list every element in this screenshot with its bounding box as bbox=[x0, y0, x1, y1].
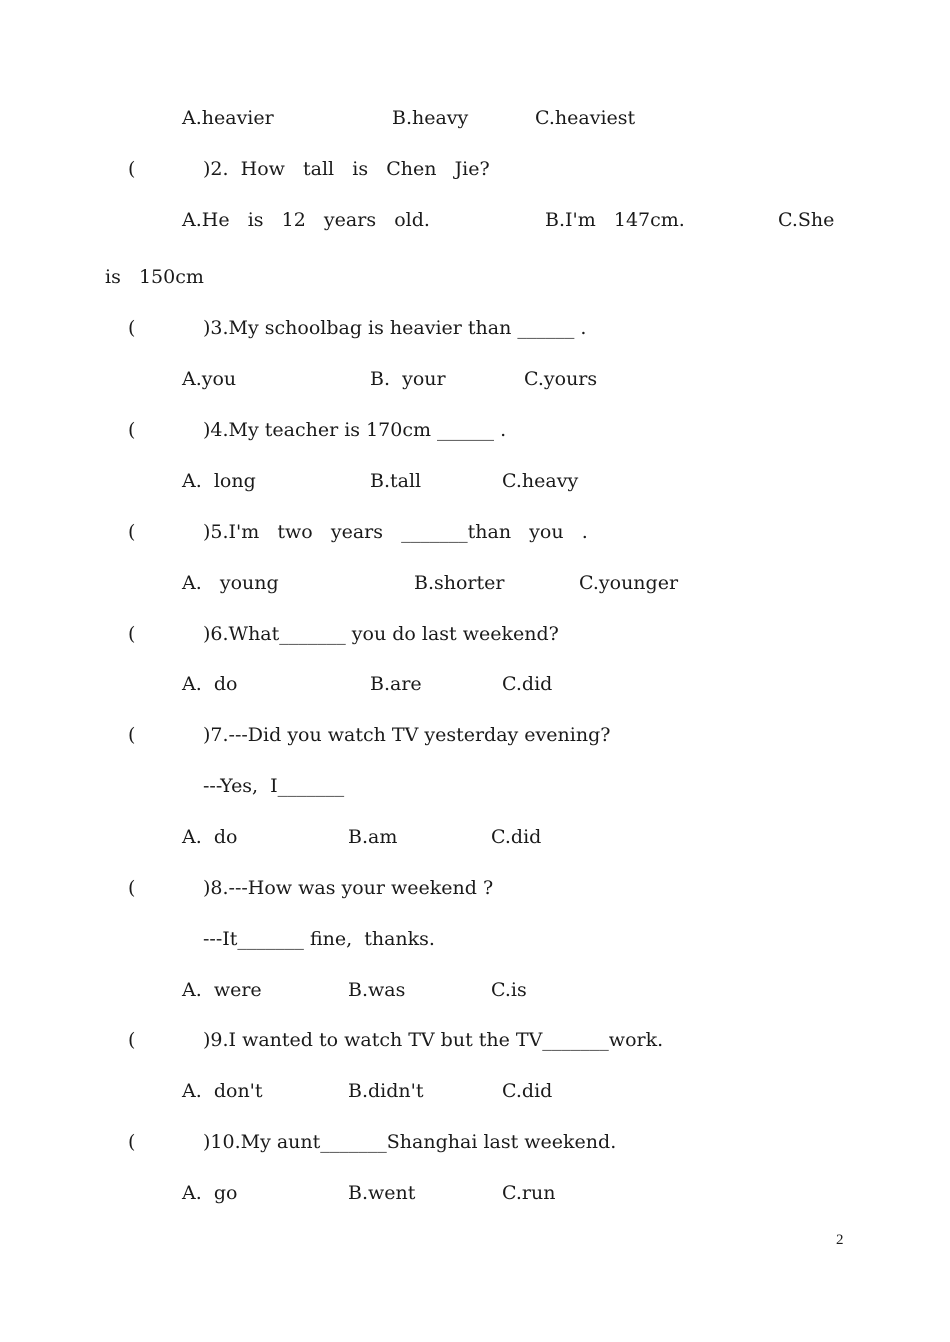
q1-option-c: C.heaviest bbox=[535, 107, 636, 129]
question-9 bbox=[0, 1028, 664, 1052]
q4-option-c: C.heavy bbox=[502, 470, 579, 492]
question-6-options bbox=[0, 672, 553, 696]
question-9-options bbox=[0, 1079, 553, 1103]
q4-answer-paren: ( bbox=[128, 419, 136, 441]
q6-answer-paren: ( bbox=[128, 623, 136, 645]
q2-option-a: A.He is 12 years old. bbox=[182, 209, 430, 231]
question-7-reply bbox=[0, 774, 345, 798]
q4-stem: )4.My teacher is 170cm ______ . bbox=[203, 419, 507, 441]
q8-option-b: B.was bbox=[348, 979, 406, 1001]
q1-option-a: A.heavier bbox=[182, 107, 274, 129]
question-5 bbox=[0, 520, 588, 544]
q4-option-b: B.tall bbox=[370, 470, 422, 492]
q9-option-c: C.did bbox=[502, 1080, 553, 1102]
q6-option-b: B.are bbox=[370, 673, 422, 695]
q3-answer-paren: ( bbox=[128, 317, 136, 339]
q7-option-b: B.am bbox=[348, 826, 398, 848]
q1-option-b: B.heavy bbox=[392, 107, 469, 129]
question-10-options bbox=[0, 1181, 556, 1205]
q8-option-c: C.is bbox=[491, 979, 527, 1001]
q2-answer-paren: ( bbox=[128, 158, 136, 180]
question-8-options bbox=[0, 978, 527, 1002]
q5-option-c: C.younger bbox=[579, 572, 679, 594]
q8-option-a: A. were bbox=[182, 979, 262, 1001]
question-2-options bbox=[0, 208, 835, 232]
q7-reply-text: ---Yes, I_______ bbox=[203, 775, 345, 797]
question-7-options bbox=[0, 825, 542, 849]
q6-option-a: A. do bbox=[182, 673, 238, 695]
q3-option-b: B. your bbox=[370, 368, 446, 390]
question-7 bbox=[0, 723, 611, 747]
q2-option-c: C.She bbox=[778, 209, 835, 231]
q6-option-c: C.did bbox=[502, 673, 553, 695]
q10-answer-paren: ( bbox=[128, 1131, 136, 1153]
q9-option-a: A. don't bbox=[182, 1080, 263, 1102]
q4-option-a: A. long bbox=[182, 470, 256, 492]
q3-option-a: A.you bbox=[182, 368, 237, 390]
q9-answer-paren: ( bbox=[128, 1029, 136, 1051]
q10-option-c: C.run bbox=[502, 1182, 556, 1204]
question-1-options bbox=[0, 106, 636, 130]
q9-stem: )9.I wanted to watch TV but the TV_______work. bbox=[203, 1029, 664, 1051]
q6-stem: )6.What_______ you do last weekend? bbox=[203, 623, 559, 645]
q3-option-c: C.yours bbox=[524, 368, 598, 390]
question-6 bbox=[0, 622, 559, 646]
q7-stem: )7.---Did you watch TV yesterday evening? bbox=[203, 724, 611, 746]
question-4-options bbox=[0, 469, 579, 493]
q5-option-b: B.shorter bbox=[414, 572, 505, 594]
question-2 bbox=[0, 157, 490, 181]
q5-option-a: A. young bbox=[182, 572, 279, 594]
q5-answer-paren: ( bbox=[128, 521, 136, 543]
question-3-options bbox=[0, 367, 598, 391]
question-3 bbox=[0, 316, 587, 340]
q10-stem: )10.My aunt_______Shanghai last weekend. bbox=[203, 1131, 617, 1153]
q7-answer-paren: ( bbox=[128, 724, 136, 746]
q2-stem: )2. How tall is Chen Jie? bbox=[203, 158, 490, 180]
question-8 bbox=[0, 876, 494, 900]
q3-stem: )3.My schoolbag is heavier than ______ . bbox=[203, 317, 587, 339]
q10-option-b: B.went bbox=[348, 1182, 416, 1204]
q5-stem: )5.I'm two years _______than you . bbox=[203, 521, 588, 543]
q2-option-c-continued: is 150cm bbox=[105, 266, 204, 288]
question-4 bbox=[0, 418, 507, 442]
question-2-options-continued bbox=[0, 265, 204, 289]
q8-answer-paren: ( bbox=[128, 877, 136, 899]
q9-option-b: B.didn't bbox=[348, 1080, 424, 1102]
q7-option-a: A. do bbox=[182, 826, 238, 848]
question-5-options bbox=[0, 571, 679, 595]
page-number: 2 bbox=[836, 1232, 844, 1248]
question-8-reply bbox=[0, 927, 435, 951]
question-10 bbox=[0, 1130, 617, 1154]
q2-option-b: B.I'm 147cm. bbox=[545, 209, 685, 231]
q7-option-c: C.did bbox=[491, 826, 542, 848]
q10-option-a: A. go bbox=[182, 1182, 238, 1204]
q8-reply-text: ---It_______ fine, thanks. bbox=[203, 928, 435, 950]
q8-stem: )8.---How was your weekend ? bbox=[203, 877, 494, 899]
